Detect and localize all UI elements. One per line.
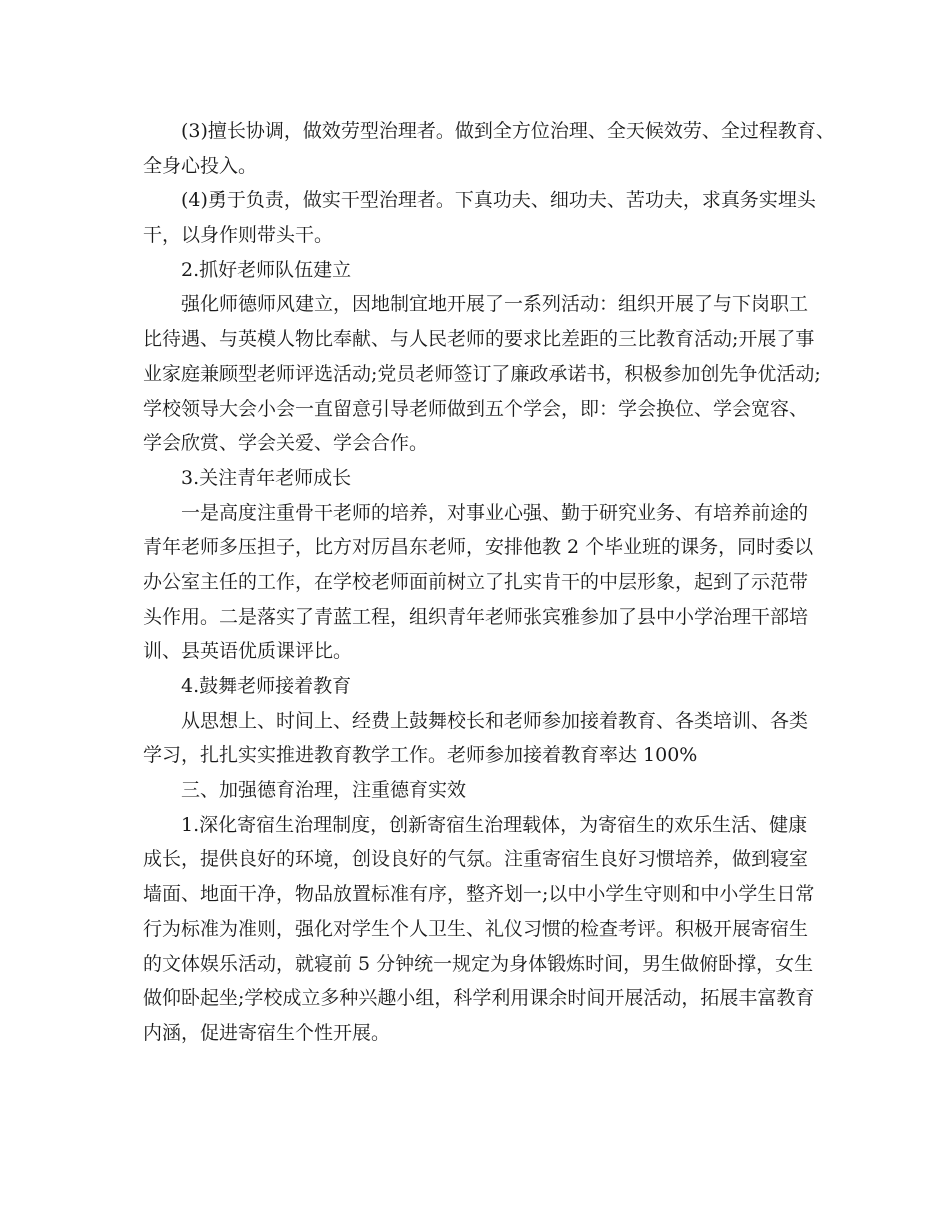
text-line: 1.深化寄宿生治理制度，创新寄宿生治理载体，为寄宿生的欢乐生活、健康 [181,813,808,836]
text-line: 青年老师多压担子，比方对厉昌东老师，安排他教 2 个毕业班的课务，同时委以 [143,536,814,559]
text-line: (4)勇于负责，做实干型治理者。下真功夫、细功夫、苦功夫，求真务实埋头 [181,189,816,212]
text-line: 强化师德师风建立，因地制宜地开展了一系列活动：组织开展了与下岗职工 [181,293,809,316]
text-line: 头作用。二是落实了青蓝工程，组织青年老师张宾雅参加了县中小学治理干部培 [143,605,809,628]
text-line: 成长，提供良好的环境，创设良好的气氛。注重寄宿生良好习惯培养，做到寝室 [143,848,809,871]
text-line: 全身心投入。 [143,154,258,177]
text-line: 三、加强德育治理，注重德育实效 [181,779,467,802]
text-line: 比待遇、与英模人物比奉献、与人民老师的要求比差距的三比教育活动;开展了事 [143,328,815,351]
text-line: 内涵，促进寄宿生个性开展。 [143,1021,391,1044]
text-line: 办公室主任的工作，在学校老师面前树立了扎实肯干的中层形象，起到了示范带 [143,570,809,593]
text-line: 一是高度注重骨干老师的培养，对事业心强、勤于研究业务、有培养前途的 [181,501,809,524]
text-line: (3)擅长协调，做效劳型治理者。做到全方位治理、全天候效劳、全过程教育、 [181,120,835,142]
text-line: 墙面、地面干净，物品放置标准有序，整齐划一;以中小学生守则和中小学生日常 [143,883,815,906]
text-line: 业家庭兼顾型老师评选活动;党员老师签订了廉政承诺书，积极参加创先争优活动; [143,362,821,385]
text-line: 3.关注青年老师成长 [181,466,352,489]
text-line: 学会欣赏、学会关爱、学会合作。 [143,432,429,455]
text-line: 从思想上、时间上、经费上鼓舞校长和老师参加接着教育、各类培训、各类 [181,709,809,732]
text-line: 训、县英语优质课评比。 [143,640,353,663]
text-line: 2.抓好老师队伍建立 [181,258,352,281]
text-line: 做仰卧起坐;学校成立多种兴趣小组，科学利用课余时间开展活动，拓展丰富教育 [143,987,815,1010]
text-line: 学习，扎扎实实推进教育教学工作。老师参加接着教育率达 100% [143,744,698,767]
document-body [143,114,835,1051]
text-line: 的文体娱乐活动，就寝前 5 分钟统一规定为身体锻炼时间，男生做俯卧撑，女生 [143,952,814,975]
text-line: 干，以身作则带头干。 [143,224,334,247]
text-line: 学校领导大会小会一直留意引导老师做到五个学会，即：学会换位、学会宽容、 [143,397,809,420]
text-line: 行为标准为准则，强化对学生个人卫生、礼仪习惯的检查考评。积极开展寄宿生 [143,917,809,940]
text-line: 4.鼓舞老师接着教育 [181,675,352,697]
